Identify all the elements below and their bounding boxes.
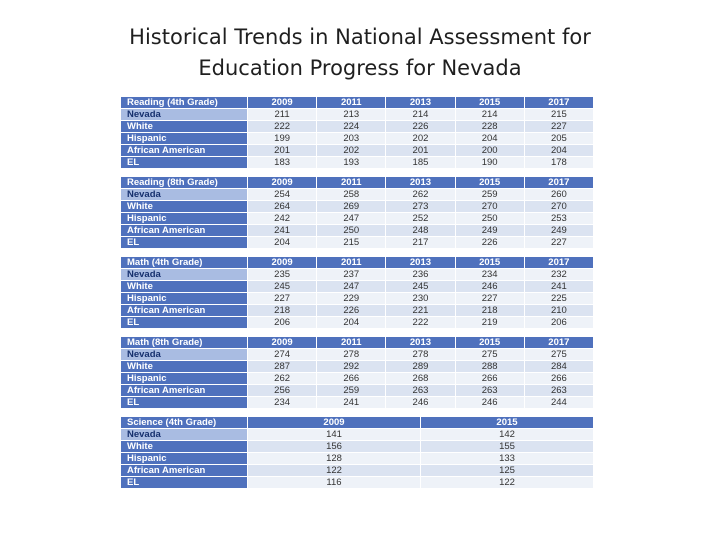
year-header: 2017 (525, 337, 593, 348)
score-cell: 125 (421, 465, 593, 476)
year-header: 2011 (317, 177, 385, 188)
score-cell: 183 (248, 157, 316, 168)
year-header: 2015 (456, 177, 524, 188)
row-label: African American (121, 465, 247, 476)
table-row (121, 269, 593, 280)
table-row (121, 453, 593, 464)
score-cell: 224 (317, 121, 385, 132)
score-cell: 206 (525, 317, 593, 328)
score-cell: 226 (456, 237, 524, 248)
score-cell: 222 (386, 317, 454, 328)
year-header: 2011 (317, 97, 385, 108)
score-cell: 226 (386, 121, 454, 132)
row-label: Hispanic (121, 453, 247, 464)
score-cell: 241 (525, 281, 593, 292)
year-header: 2009 (248, 417, 420, 428)
table-header-label: Math (4th Grade) (121, 257, 247, 268)
score-cell: 215 (525, 109, 593, 120)
score-cell: 202 (386, 133, 454, 144)
row-label: EL (121, 397, 247, 408)
score-cell: 213 (317, 109, 385, 120)
year-header: 2011 (317, 337, 385, 348)
score-cell: 203 (317, 133, 385, 144)
score-cell: 142 (421, 429, 593, 440)
score-cell: 250 (317, 225, 385, 236)
year-header: 2015 (456, 97, 524, 108)
table-gap (120, 409, 594, 416)
score-cell: 133 (421, 453, 593, 464)
score-cell: 288 (456, 361, 524, 372)
table-row (121, 189, 593, 200)
score-cell: 225 (525, 293, 593, 304)
score-cell: 218 (248, 305, 316, 316)
year-header: 2011 (317, 257, 385, 268)
year-header: 2017 (525, 177, 593, 188)
row-label: Hispanic (121, 293, 247, 304)
score-cell: 262 (248, 373, 316, 384)
score-cell: 270 (456, 201, 524, 212)
table-row (121, 281, 593, 292)
score-cell: 287 (248, 361, 316, 372)
score-cell: 292 (317, 361, 385, 372)
score-cell: 266 (525, 373, 593, 384)
row-label: Nevada (121, 109, 247, 120)
score-cell: 218 (456, 305, 524, 316)
assessment-table (120, 416, 594, 489)
score-cell: 259 (317, 385, 385, 396)
year-header: 2017 (525, 257, 593, 268)
score-cell: 227 (525, 237, 593, 248)
row-label: Nevada (121, 429, 247, 440)
table-row (121, 429, 593, 440)
score-cell: 205 (525, 133, 593, 144)
table-row (121, 349, 593, 360)
score-cell: 275 (525, 349, 593, 360)
score-cell: 128 (248, 453, 420, 464)
score-cell: 227 (525, 121, 593, 132)
score-cell: 141 (248, 429, 420, 440)
score-cell: 269 (317, 201, 385, 212)
table-row (121, 373, 593, 384)
row-label: Nevada (121, 349, 247, 360)
score-cell: 266 (456, 373, 524, 384)
score-cell: 204 (456, 133, 524, 144)
score-cell: 254 (248, 189, 316, 200)
score-cell: 201 (248, 145, 316, 156)
score-cell: 204 (248, 237, 316, 248)
year-header: 2013 (386, 337, 454, 348)
year-header: 2015 (456, 337, 524, 348)
score-cell: 234 (248, 397, 316, 408)
score-cell: 263 (456, 385, 524, 396)
score-cell: 211 (248, 109, 316, 120)
score-cell: 222 (248, 121, 316, 132)
table-row (121, 109, 593, 120)
score-cell: 264 (248, 201, 316, 212)
year-header: 2009 (248, 177, 316, 188)
row-label: White (121, 201, 247, 212)
score-cell: 193 (317, 157, 385, 168)
score-cell: 230 (386, 293, 454, 304)
score-cell: 273 (386, 201, 454, 212)
score-cell: 226 (317, 305, 385, 316)
score-cell: 178 (525, 157, 593, 168)
row-label: EL (121, 317, 247, 328)
score-cell: 214 (386, 109, 454, 120)
score-cell: 234 (456, 269, 524, 280)
score-cell: 268 (386, 373, 454, 384)
row-label: White (121, 281, 247, 292)
assessment-table (120, 256, 594, 329)
table-row (121, 145, 593, 156)
score-cell: 201 (386, 145, 454, 156)
table-row (121, 237, 593, 248)
table-row (121, 361, 593, 372)
score-cell: 237 (317, 269, 385, 280)
score-cell: 263 (386, 385, 454, 396)
score-cell: 122 (421, 477, 593, 488)
table-row (121, 121, 593, 132)
table-header-label: Science (4th Grade) (121, 417, 247, 428)
score-cell: 116 (248, 477, 420, 488)
score-cell: 256 (248, 385, 316, 396)
score-cell: 258 (317, 189, 385, 200)
score-cell: 214 (456, 109, 524, 120)
score-cell: 247 (317, 213, 385, 224)
score-cell: 274 (248, 349, 316, 360)
score-cell: 247 (317, 281, 385, 292)
score-cell: 227 (456, 293, 524, 304)
score-cell: 122 (248, 465, 420, 476)
score-cell: 215 (317, 237, 385, 248)
score-cell: 266 (317, 373, 385, 384)
score-cell: 200 (456, 145, 524, 156)
score-cell: 219 (456, 317, 524, 328)
score-cell: 204 (317, 317, 385, 328)
table-gap (120, 249, 594, 256)
score-cell: 242 (248, 213, 316, 224)
score-cell: 185 (386, 157, 454, 168)
year-header: 2013 (386, 257, 454, 268)
score-cell: 227 (248, 293, 316, 304)
score-cell: 246 (456, 397, 524, 408)
table-row (121, 133, 593, 144)
score-cell: 246 (386, 397, 454, 408)
score-cell: 232 (525, 269, 593, 280)
score-cell: 241 (248, 225, 316, 236)
table-row (121, 441, 593, 452)
table-row (121, 465, 593, 476)
score-cell: 202 (317, 145, 385, 156)
year-header: 2009 (248, 257, 316, 268)
score-cell: 275 (456, 349, 524, 360)
score-cell: 156 (248, 441, 420, 452)
table-row (121, 213, 593, 224)
score-cell: 262 (386, 189, 454, 200)
score-cell: 199 (248, 133, 316, 144)
year-header: 2013 (386, 97, 454, 108)
table-gap (120, 329, 594, 336)
row-label: Nevada (121, 189, 247, 200)
assessment-table (120, 336, 594, 409)
row-label: Hispanic (121, 213, 247, 224)
table-header-label: Reading (8th Grade) (121, 177, 247, 188)
score-cell: 221 (386, 305, 454, 316)
year-header: 2013 (386, 177, 454, 188)
table-row (121, 385, 593, 396)
score-cell: 229 (317, 293, 385, 304)
score-cell: 217 (386, 237, 454, 248)
table-row (121, 317, 593, 328)
row-label: African American (121, 225, 247, 236)
row-label: EL (121, 157, 247, 168)
assessment-table (120, 96, 594, 169)
score-cell: 270 (525, 201, 593, 212)
year-header: 2009 (248, 97, 316, 108)
table-row (121, 225, 593, 236)
score-cell: 253 (525, 213, 593, 224)
slide-title (0, 22, 720, 84)
score-cell: 260 (525, 189, 593, 200)
title-line-2: Education Progress for Nevada (198, 56, 522, 80)
row-label: EL (121, 477, 247, 488)
row-label: White (121, 121, 247, 132)
score-cell: 289 (386, 361, 454, 372)
score-cell: 248 (386, 225, 454, 236)
score-cell: 244 (525, 397, 593, 408)
table-row (121, 201, 593, 212)
score-cell: 241 (317, 397, 385, 408)
score-cell: 155 (421, 441, 593, 452)
row-label: Nevada (121, 269, 247, 280)
score-cell: 246 (456, 281, 524, 292)
score-cell: 250 (456, 213, 524, 224)
table-row (121, 305, 593, 316)
score-cell: 228 (456, 121, 524, 132)
score-cell: 204 (525, 145, 593, 156)
score-cell: 278 (317, 349, 385, 360)
score-cell: 190 (456, 157, 524, 168)
year-header: 2017 (525, 97, 593, 108)
score-cell: 210 (525, 305, 593, 316)
row-label: African American (121, 385, 247, 396)
table-row (121, 397, 593, 408)
score-cell: 235 (248, 269, 316, 280)
title-line-1: Historical Trends in National Assessment for (129, 25, 591, 49)
score-cell: 252 (386, 213, 454, 224)
row-label: African American (121, 145, 247, 156)
score-cell: 206 (248, 317, 316, 328)
year-header: 2015 (456, 257, 524, 268)
score-cell: 263 (525, 385, 593, 396)
table-header-label: Math (8th Grade) (121, 337, 247, 348)
assessment-tables (120, 96, 594, 489)
score-cell: 259 (456, 189, 524, 200)
row-label: White (121, 441, 247, 452)
table-row (121, 477, 593, 488)
row-label: Hispanic (121, 133, 247, 144)
score-cell: 278 (386, 349, 454, 360)
row-label: EL (121, 237, 247, 248)
year-header: 2015 (421, 417, 593, 428)
table-header-label: Reading (4th Grade) (121, 97, 247, 108)
score-cell: 245 (248, 281, 316, 292)
assessment-table (120, 176, 594, 249)
year-header: 2009 (248, 337, 316, 348)
table-row (121, 293, 593, 304)
score-cell: 236 (386, 269, 454, 280)
score-cell: 249 (525, 225, 593, 236)
score-cell: 249 (456, 225, 524, 236)
table-gap (120, 169, 594, 176)
table-row (121, 157, 593, 168)
row-label: White (121, 361, 247, 372)
row-label: African American (121, 305, 247, 316)
row-label: Hispanic (121, 373, 247, 384)
score-cell: 245 (386, 281, 454, 292)
score-cell: 284 (525, 361, 593, 372)
